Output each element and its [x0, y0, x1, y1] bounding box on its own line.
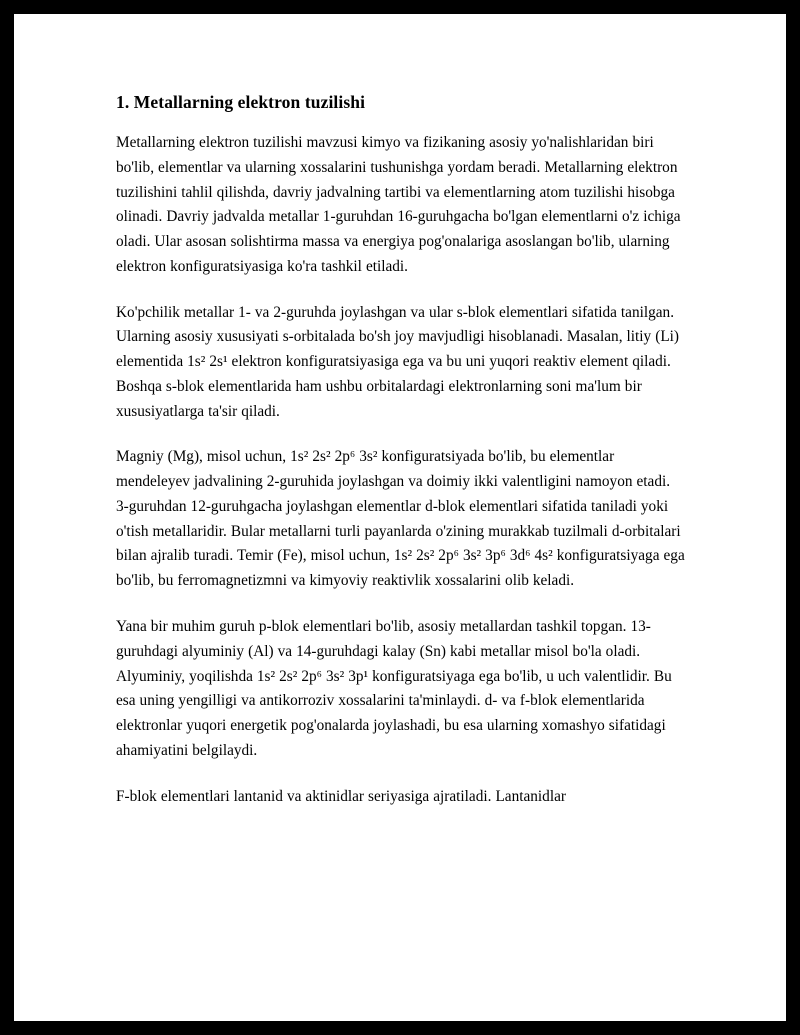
- document-page: [14, 14, 786, 1021]
- paragraph-2: Ko'pchilik metallar 1- va 2-guruhda joylashgan va ular s-blok elementlari sifatida tanilgan. Ularning asosiy xususiyati s-orbitalada bo'sh joy mavjudligi hisoblanadi. Masalan, litiy (Li) elementida 1s² 2s¹ elektron konfiguratsiyasiga ega va bu uni yuqori reaktiv element qiladi. Boshqa s-blok elementlarida ham ushbu orbitalardagi elektronlarning soni ma'lum bir xususiyatlarga ta'sir qiladi.: [116, 303, 680, 420]
- paragraph-5: F-blok elementlari lantanid va aktinidlar seriyasiga ajratiladi. Lantanidlar: [116, 787, 566, 805]
- paragraph-4: Yana bir muhim guruh p-blok elementlari bo'lib, asosiy metallardan tashkil topgan. 13-guruhdagi alyuminiy (Al) va 14-guruhdagi kalay (Sn) kabi metallar misol bo'la oladi. Alyuminiy, yoqilishda 1s² 2s² 2p⁶ 3s² 3p¹ konfiguratsiyaga ega bo'lib, u uch valentlidir. Bu esa uning yengilligi va antikorroziv xossalarini ta'minlaydi. d- va f-blok elementlarida elektronlar yuqori energetik pog'onalarda joylashadi, bu esa ularning xomashyo sifatidagi ahamiyatini belgilaydi.: [116, 618, 672, 759]
- paragraph-3: Magniy (Mg), misol uchun, 1s² 2s² 2p⁶ 3s² konfiguratsiyada bo'lib, bu elementlar mendeleyev jadvalining 2-guruhida joylashgan va doimiy ikki valentligini namoyon etadi. 3-guruhdan 12-guruhgacha joylashgan elementlar d-blok elementlari sifatida taniladi yoki o'tish metallaridir. Bular metallarni turli payanlarda o'zining murakkab tuzilmali d-orbitalari bilan ajralib turadi. Temir (Fe), misol uchun, 1s² 2s² 2p⁶ 3s² 3p⁶ 3d⁶ 4s² konfiguratsiyaga ega bo'lib, bu ferromagnetizmni va kimyoviy reaktivlik xossalarini olib keladi.: [116, 448, 685, 590]
- paragraph-1: Metallarning elektron tuzilishi mavzusi kimyo va fizikaning asosiy yo'nalishlaridan biri bo'lib, elementlar va ularning xossalarini tushunishga yordam beradi. Metallarning elektron tuzilishini tahlil qilishda, davriy jadvalning tartibi va elementlarning atom tuzilishi hisobga olinadi. Davriy jadvalda metallar 1-guruhdan 16-guruhgacha bo'lgan elementlarni o'z ichiga oladi. Ular asosan solishtirma massa va energiya pog'onalariga asoslangan bo'lib, ularning elektron konfiguratsiyasiga ko'ra tashkil etiladi.: [116, 134, 681, 275]
- page-title: 1. Metallarning elektron tuzilishi: [116, 92, 366, 112]
- document-content: [116, 92, 686, 809]
